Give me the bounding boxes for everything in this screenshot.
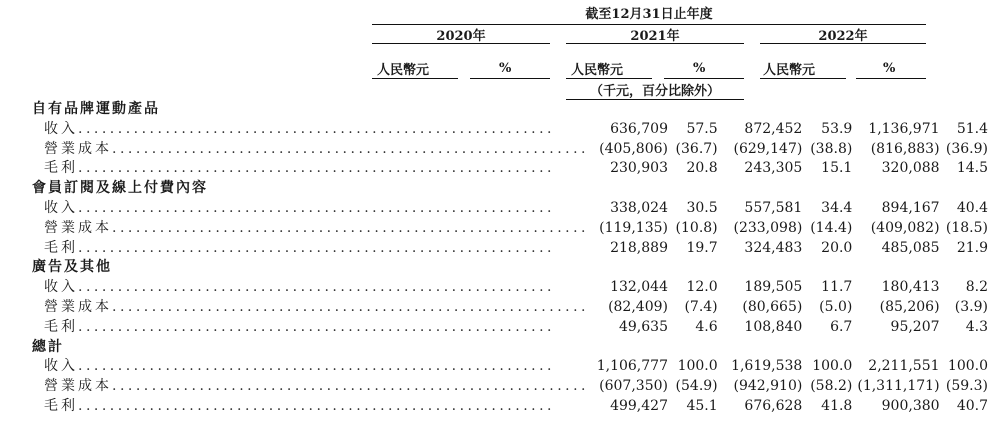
row-label-revenue — [32, 199, 589, 219]
amount-cell: 132,044 — [610, 279, 668, 296]
percent-cell: 100.0 — [677, 358, 718, 375]
percent-cell: 21.9 — [956, 239, 988, 256]
leader-dots: ............................................................ — [78, 160, 556, 177]
row-label-text: 收入 — [44, 120, 78, 137]
row-label-text: 營業成本 — [44, 140, 112, 157]
percent-cell: (36.7) — [675, 140, 718, 157]
pct-2021-rule — [664, 78, 744, 79]
percent-cell: (36.9) — [945, 140, 988, 157]
row-label-cost-of-revenue — [32, 140, 589, 160]
row-label-text: 毛利 — [44, 318, 78, 335]
amount-cell: (82,409) — [608, 298, 668, 315]
leader-dots: ............................................................ — [112, 219, 590, 236]
section-title: 廣告及其他 — [32, 259, 112, 276]
percent-cell: 30.5 — [686, 199, 718, 216]
table-row — [32, 219, 988, 239]
percent-cell: (7.4) — [684, 298, 718, 315]
unit-note: （千元，百分比除外） — [589, 84, 720, 99]
percent-cell: 100.0 — [812, 358, 853, 375]
row-label-gross-profit — [32, 239, 589, 259]
table-row — [32, 159, 988, 179]
percent-cell: (38.8) — [810, 140, 853, 157]
leader-dots: ............................................................ — [78, 239, 556, 256]
percent-cell: 40.7 — [956, 397, 988, 414]
amount-cell: 557,581 — [744, 199, 803, 216]
pct-2022-rule — [856, 78, 926, 79]
amount-cell: 95,207 — [890, 318, 940, 335]
amount-cell: 636,709 — [610, 120, 668, 137]
row-label-text: 收入 — [44, 358, 78, 375]
amount-cell: 900,380 — [881, 397, 940, 414]
currency-2020-rule — [372, 78, 458, 79]
currency-2022: 人民幣元 — [763, 63, 816, 78]
year-2022-header: 2022年 — [818, 29, 868, 44]
percent-cell: 19.7 — [686, 239, 718, 256]
amount-cell: 499,427 — [610, 397, 668, 414]
amount-cell: 324,483 — [744, 239, 803, 256]
amount-cell: (942,910) — [733, 378, 803, 395]
amount-cell: 485,085 — [881, 239, 940, 256]
percent-cell: 40.4 — [956, 199, 988, 216]
row-label-text: 營業成本 — [44, 219, 112, 236]
table-row — [32, 239, 988, 259]
year-2022-rule — [760, 43, 926, 44]
percent-cell: (54.9) — [675, 378, 718, 395]
table-row — [32, 199, 988, 219]
amount-cell: 338,024 — [610, 199, 668, 216]
row-label-revenue — [32, 357, 589, 377]
table-row — [32, 318, 988, 338]
financial-table — [32, 100, 988, 417]
amount-cell: (816,883) — [870, 140, 940, 157]
leader-dots: ............................................................ — [78, 120, 556, 137]
pct-2020: % — [499, 61, 512, 76]
percent-cell: (14.4) — [810, 219, 853, 236]
row-label-text: 收入 — [44, 199, 78, 216]
row-label-text: 毛利 — [44, 239, 78, 256]
row-label-gross-profit — [32, 318, 589, 338]
row-label-cost-of-revenue — [32, 298, 589, 318]
currency-2020: 人民幣元 — [377, 63, 430, 78]
leader-dots: ............................................................ — [78, 397, 556, 414]
currency-2022-rule — [760, 78, 846, 79]
period-title: 截至12月31日止年度 — [585, 7, 713, 22]
amount-cell: (629,147) — [733, 140, 803, 157]
amount-cell: 218,889 — [610, 239, 668, 256]
amount-cell: 676,628 — [744, 397, 803, 414]
leader-dots: ............................................................ — [78, 318, 556, 335]
percent-cell: 4.6 — [695, 318, 718, 335]
row-label-text: 營業成本 — [44, 298, 112, 315]
amount-cell: 189,505 — [744, 279, 803, 296]
percent-cell: 41.8 — [821, 397, 853, 414]
amount-cell: 1,136,971 — [868, 120, 940, 137]
percent-cell: (5.0) — [819, 298, 853, 315]
pct-2020-rule — [470, 78, 550, 79]
row-label-text: 毛利 — [44, 397, 78, 414]
pct-2022: % — [883, 61, 896, 76]
percent-cell: (59.3) — [945, 378, 988, 395]
leader-dots: ............................................................ — [112, 378, 590, 395]
percent-cell: (3.9) — [954, 298, 988, 315]
leader-dots: ............................................................ — [78, 199, 556, 216]
row-label-revenue — [32, 120, 589, 140]
percent-cell: 57.5 — [686, 120, 718, 137]
row-label-revenue — [32, 278, 589, 298]
amount-cell: (1,311,171) — [857, 378, 940, 395]
amount-cell: (233,098) — [733, 219, 803, 236]
section-header-row — [32, 258, 988, 278]
percent-cell: 15.1 — [821, 160, 853, 177]
year-2020-header: 2020年 — [436, 29, 486, 44]
table-row — [32, 278, 988, 298]
amount-cell: 49,635 — [618, 318, 668, 335]
section-header-row — [32, 179, 988, 199]
year-2021-header: 2021年 — [630, 29, 680, 44]
percent-cell: (58.2) — [810, 378, 853, 395]
currency-2021: 人民幣元 — [571, 63, 624, 78]
table-row — [32, 120, 988, 140]
percent-cell: 20.8 — [686, 160, 718, 177]
pct-2021: % — [693, 61, 706, 76]
percent-cell: 6.7 — [830, 318, 853, 335]
section-header-row — [32, 100, 988, 120]
amount-cell: (119,135) — [599, 219, 668, 236]
section-title: 會員訂閱及線上付費內容 — [32, 180, 208, 197]
percent-cell: 51.4 — [956, 120, 988, 137]
percent-cell: 20.0 — [821, 239, 853, 256]
table-row — [32, 140, 988, 160]
year-2021-rule — [566, 43, 744, 44]
table-row — [32, 397, 988, 417]
table-row — [32, 298, 988, 318]
percent-cell: 8.2 — [965, 279, 988, 296]
row-label-gross-profit — [32, 397, 589, 417]
section-header-row — [32, 338, 988, 358]
amount-cell: (80,665) — [742, 298, 803, 315]
amount-cell: 894,167 — [881, 199, 940, 216]
amount-cell: 108,840 — [744, 318, 803, 335]
percent-cell: 45.1 — [686, 397, 718, 414]
leader-dots: ............................................................ — [112, 140, 590, 157]
currency-2021-rule — [566, 78, 652, 79]
row-label-cost-of-revenue — [32, 219, 589, 239]
row-label-text: 收入 — [44, 279, 78, 296]
amount-cell: 2,211,551 — [868, 358, 940, 375]
percent-cell: 4.3 — [965, 318, 988, 335]
amount-cell: (405,806) — [599, 140, 668, 157]
amount-cell: 230,903 — [610, 160, 668, 177]
amount-cell: 872,452 — [744, 120, 803, 137]
year-2020-rule — [372, 43, 550, 44]
amount-cell: 1,619,538 — [731, 358, 803, 375]
amount-cell: 243,305 — [744, 160, 803, 177]
leader-dots: ............................................................ — [78, 279, 556, 296]
table-row — [32, 357, 988, 377]
percent-cell: 14.5 — [956, 160, 988, 177]
amount-cell: 1,106,777 — [596, 358, 668, 375]
row-label-cost-of-revenue — [32, 377, 589, 397]
percent-cell: (18.5) — [945, 219, 988, 236]
section-title: 總計 — [32, 338, 64, 355]
percent-cell: 34.4 — [821, 199, 853, 216]
amount-cell: 320,088 — [881, 160, 940, 177]
percent-cell: 53.9 — [821, 120, 853, 137]
percent-cell: 100.0 — [947, 358, 988, 375]
percent-cell: 11.7 — [821, 279, 853, 296]
row-label-text: 營業成本 — [44, 378, 112, 395]
amount-cell: (409,082) — [870, 219, 940, 236]
leader-dots: ............................................................ — [78, 358, 556, 375]
amount-cell: (607,350) — [599, 378, 668, 395]
percent-cell: 12.0 — [686, 279, 718, 296]
row-label-text: 毛利 — [44, 160, 78, 177]
percent-cell: (10.8) — [675, 219, 718, 236]
table-row — [32, 377, 988, 397]
leader-dots: ............................................................ — [112, 298, 590, 315]
row-label-gross-profit — [32, 159, 589, 179]
section-title: 自有品牌運動產品 — [32, 101, 160, 117]
amount-cell: 180,413 — [881, 279, 940, 296]
amount-cell: (85,206) — [879, 298, 940, 315]
